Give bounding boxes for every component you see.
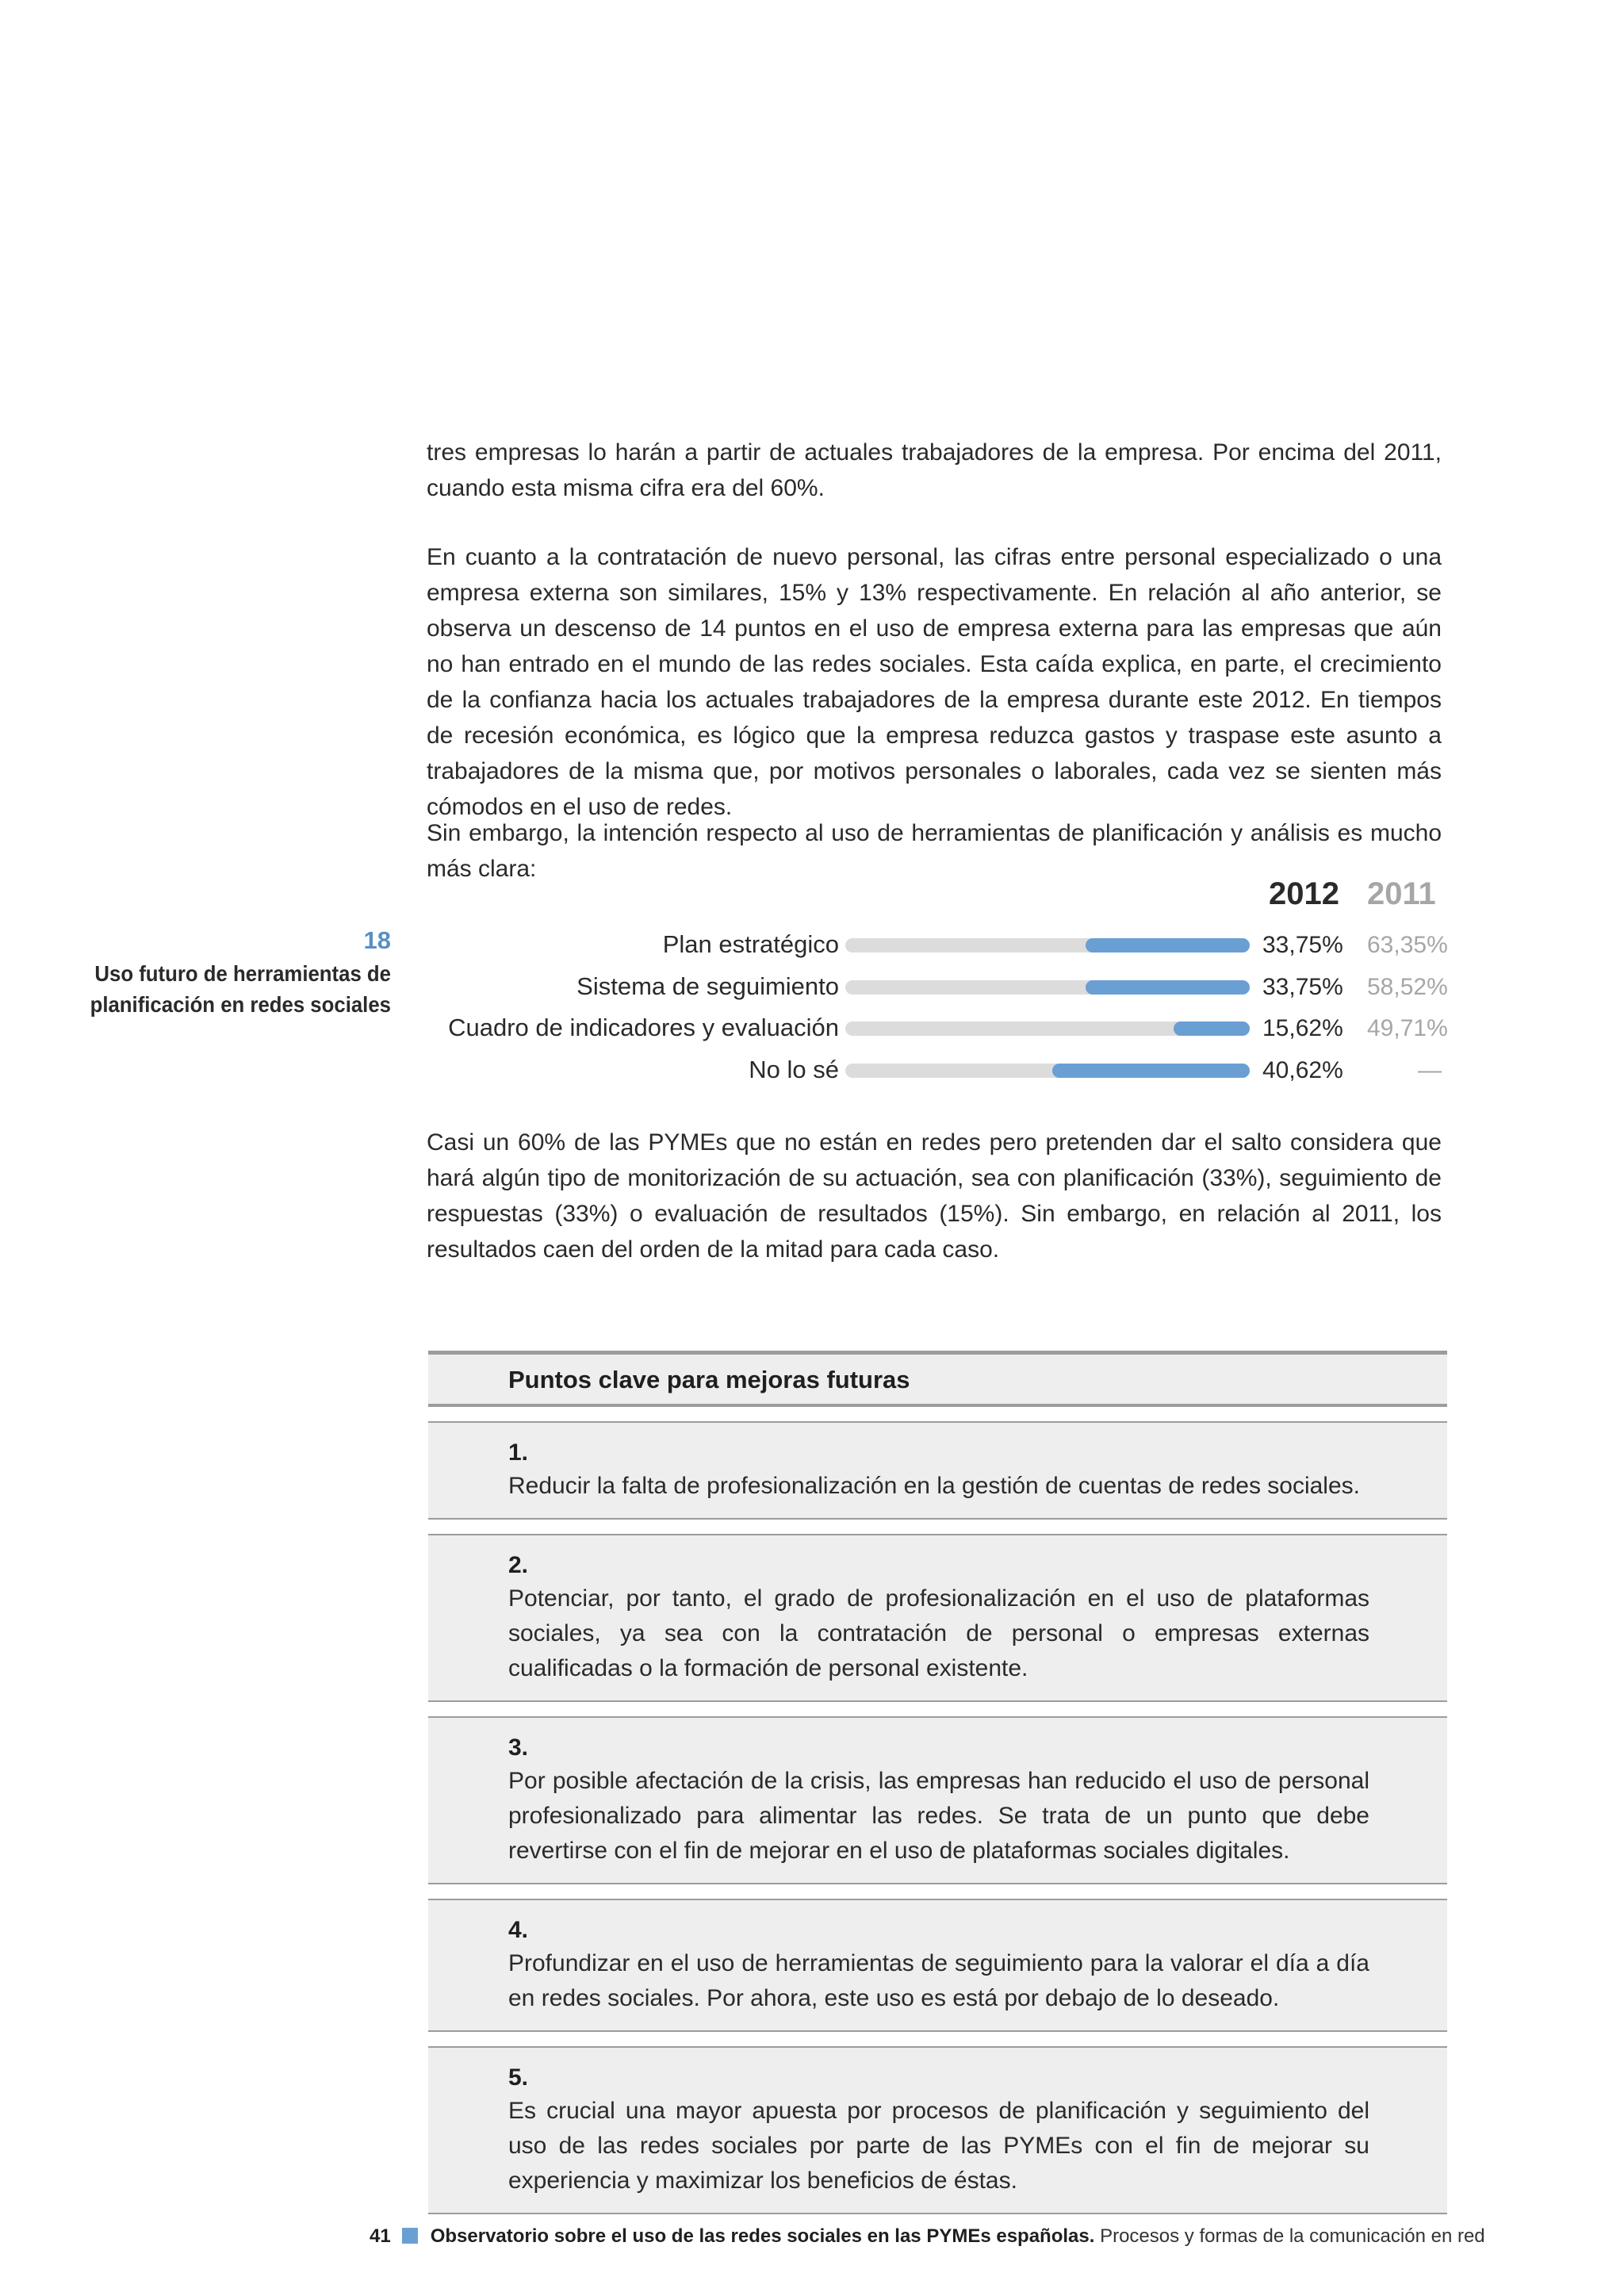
footer-subtitle: Procesos y formas de la comunicación en red (1100, 2225, 1485, 2247)
key-points-title: Puntos clave para mejoras futuras (508, 1366, 910, 1393)
value-label-2011: — (1418, 1057, 1442, 1083)
square-bullet-icon (402, 2228, 418, 2244)
key-point-text: Es crucial una mayor apuesta por procesos de planificación y seguimiento del uso de las redes sociales por parte de las PYMEs con el fin de mejorar su experiencia y maximizar los beneficios de éstas. (508, 2098, 1369, 2194)
bar-2012 (1086, 980, 1250, 995)
key-point-number: 1. (508, 1439, 529, 1466)
chart-row (428, 1051, 1451, 1091)
key-point-text: Profundizar en el uso de herramientas de seguimiento para la valorar el día a día en redes sociales. Por ahora, este uso es está por debajo de lo deseado. (508, 1950, 1369, 2011)
value-label-2012: 15,62% (1262, 1015, 1343, 1041)
key-point-text: Reducir la falta de profesionalización en la gestión de cuentas de redes sociales. (508, 1473, 1360, 1499)
key-point-item (428, 1534, 1447, 1702)
page-number: 41 (370, 2225, 391, 2247)
key-point-number: 2. (508, 1552, 529, 1578)
value-label-2012: 33,75% (1262, 932, 1343, 958)
key-points-box (428, 1351, 1447, 2214)
bar-2012 (1052, 1064, 1250, 1078)
body-paragraph-2: En cuanto a la contratación de nuevo personal, las cifras entre personal especializado o una empresa externa son similares, 15% y 13% respectivamente. En relación al año anterior, se observa un descenso de 14 puntos en el uso de empresa externa para las empresas que aún no han entrado en el mundo de las redes sociales. Esta caída explica, en parte, el crecimiento de la confianza hacia los actuales trabajadores de la empresa durante este 2012. En tiempos de recesión económica, es lógico que la empresa reduzca gastos y traspase este asunto a trabajadores de la misma que, por motivos personales o laborales, cada vez se sienten más cómodos en el uso de redes. (427, 544, 1442, 820)
bar-2012 (1086, 938, 1250, 953)
legend-2012: 2012 (1269, 876, 1339, 911)
page-footer (370, 2225, 1485, 2248)
key-point-item (428, 1421, 1447, 1520)
key-point-item (428, 2046, 1447, 2214)
category-label: Cuadro de indicadores y evaluación (448, 1014, 839, 1041)
chart-row (428, 968, 1451, 1007)
body-paragraph-3: Sin embargo, la intención respecto al uso de herramientas de planificación y análisis es mucho más clara: (427, 820, 1442, 882)
key-points-header (428, 1351, 1447, 1407)
body-paragraph-4: Casi un 60% de las PYMEs que no están en redes pero pretenden dar el salto considera que hará algún tipo de monitorización de su actuación, sea con planificación (33%), seguimiento de respuestas (33%) o evaluación de resultados (15%). Sin embargo, en relación al 2011, los resultados caen del orden de la mitad para cada caso. (427, 1129, 1442, 1263)
key-point-number: 4. (508, 1917, 529, 1943)
footer-title: Observatorio sobre el uso de las redes sociales en las PYMEs españolas. (430, 2225, 1095, 2247)
body-paragraph-1: tres empresas lo harán a partir de actuales trabajadores de la empresa. Por encima del 2011, cuando esta misma cifra era del 60%. (427, 439, 1442, 501)
key-point-text: Por posible afectación de la crisis, las empresas han reducido el uso de personal profesionalizado para alimentar las redes. Se trata de un punto que debe revertirse con el fin de mejorar en el uso de plataformas sociales digitales. (508, 1768, 1369, 1864)
value-label-2012: 33,75% (1262, 974, 1343, 1000)
value-label-2011: 63,35% (1367, 932, 1448, 958)
key-point-number: 5. (508, 2064, 529, 2091)
category-label: Plan estratégico (662, 930, 839, 958)
bar-2012 (1174, 1022, 1250, 1036)
key-point-item (428, 1716, 1447, 1884)
key-point-item (428, 1899, 1447, 2032)
key-points-list (428, 1421, 1447, 2214)
figure-number: 18 (363, 926, 391, 954)
value-label-2012: 40,62% (1262, 1057, 1343, 1083)
figure-title: Uso futuro de herramientas de planificación en redes sociales (90, 961, 392, 1017)
chart-row (428, 1009, 1451, 1048)
value-label-2011: 49,71% (1367, 1015, 1448, 1041)
chart-row (428, 926, 1451, 965)
category-label: No lo sé (749, 1056, 839, 1083)
legend-2011: 2011 (1367, 876, 1436, 911)
key-point-number: 3. (508, 1734, 529, 1761)
value-label-2011: 58,52% (1367, 974, 1448, 1000)
key-point-text: Potenciar, por tanto, el grado de profesionalización en el uso de plataformas sociales, ya sea con la contratación de personal o empresas externas cualificadas o la formación de personal existente. (508, 1585, 1369, 1681)
category-label: Sistema de seguimiento (576, 972, 839, 1000)
